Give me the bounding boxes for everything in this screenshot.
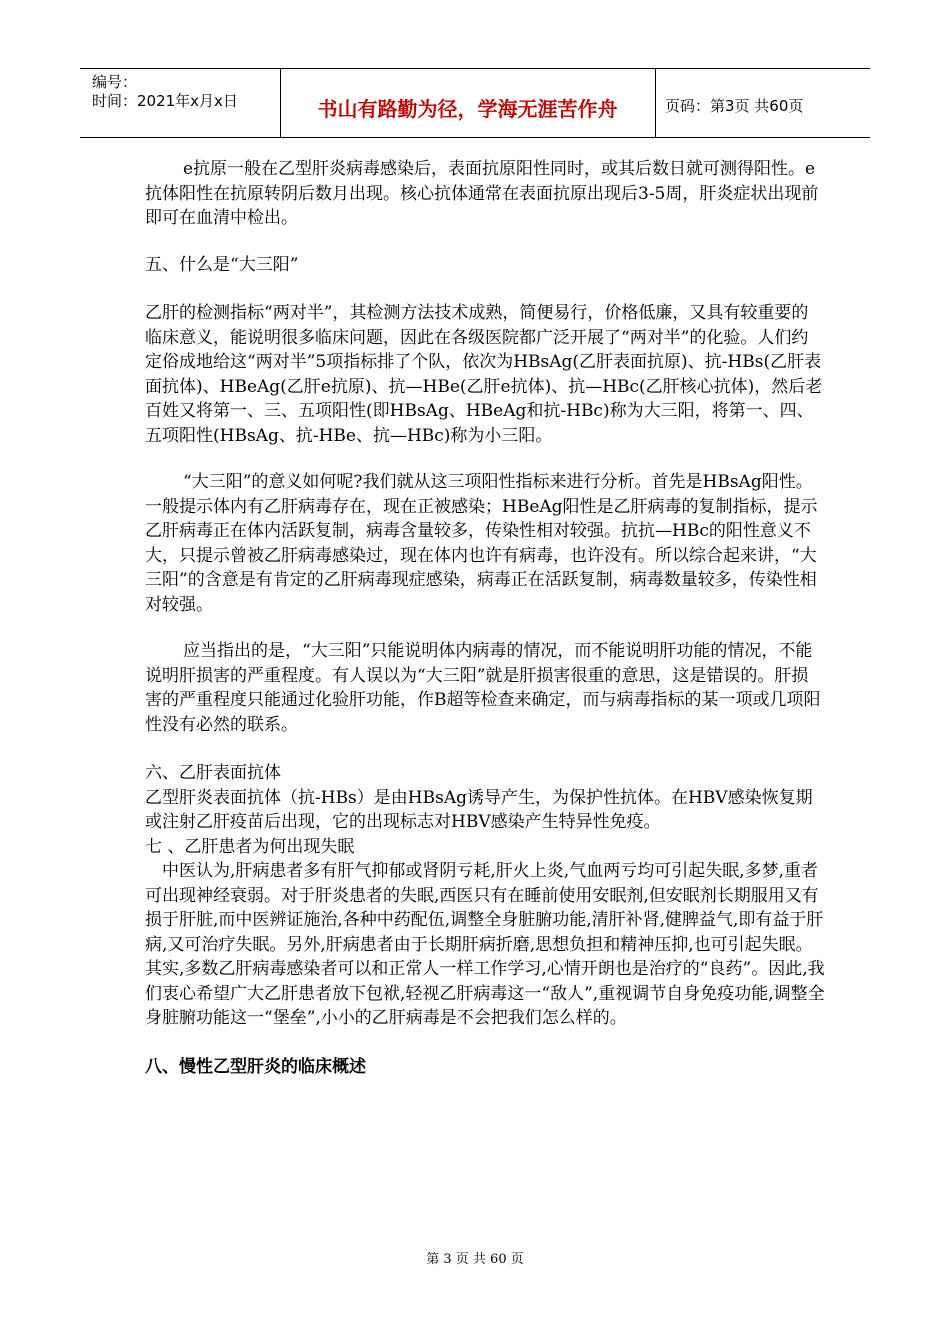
header-page-info: 页码：第3页 共60页 xyxy=(665,97,804,115)
header-meta xyxy=(92,73,238,111)
paragraph: 中医认为,肝病患者多有肝气抑郁或肾阴亏耗,肝火上炎,气血两亏均可引起失眠,多梦,重者可出现神经衰弱。对于肝炎患者的失眠,西医只有在睡前使用安眠剂,但安眠剂长期服用又有损于肝脏,而中医辨证施治,各种中药配伍,调整全身脏腑功能,清肝补肾,健脾益气,即有益于肝病,又可治疗失眠。另外,肝病患者由于长期肝病折磨,思想负担和精神压抑,也可引起失眠。其实,多数乙肝病毒感染者可以和正常人一样工作学习,心情开朗也是治疗的“良药”。因此,我们衷心希望广大乙肝患者放下包袱,轻视乙肝病毒这一“敌人”,重视调节自身免疫功能,调整全身脏腑功能这一“堡垒”,小小的乙肝病毒是不会把我们怎么样的。 xyxy=(145,861,825,1028)
number-label: 编号： xyxy=(92,73,138,91)
header-divider xyxy=(655,69,656,137)
section-heading: 五、什么是“大三阳” xyxy=(145,254,299,275)
section-heading: 六、乙肝表面抗体 xyxy=(145,763,281,783)
page-footer: 第 3 页 共 60 页 xyxy=(426,1252,524,1267)
paragraph: “大三阳”的意义如何呢?我们就从这三项阳性指标来进行分析。首先是HBsAg阳性。一般提示体内有乙肝病毒存在，现在正被感染；HBeAg阳性是乙肝病毒的复制指标，提示乙肝病毒正在体内活跃复制，病毒含量较多，传染性相对较强。抗抗—HBc的阳性意义不大，只提示曾被乙肝病毒感染过，现在体内也许有病毒，也许没有。所以综合起来讲，“大三阳”的含意是有肯定的乙肝病毒现症感染，病毒正在活跃复制，病毒数量较多，传染性相对较强。 xyxy=(145,472,818,615)
paragraph: 乙肝的检测指标“两对半”，其检测方法技术成熟，简便易行，价格低廉，又具有较重要的临床意义，能说明很多临床问题，因此在各级医院都广泛开展了“两对半”的化验。人们约定俗成地给这“两对半”5项指标排了个队，依次为HBsAg(乙肝表面抗原)、抗-HBs(乙肝表面抗体)、HBeAg(乙肝e抗原)、抗—HBe(乙肝e抗体)、抗—HBc(乙肝核心抗体)，然后老百姓又将第一、三、五项阳性(即HBsAg、HBeAg和抗-HBc)称为大三阳，将第一、四、五项阳性(HBsAg、抗-HBe、抗—HBc)称为小三阳。 xyxy=(145,303,823,446)
time-label: 时间：2021年x月x日 xyxy=(92,92,238,110)
paragraph: e抗原一般在乙型肝炎病毒感染后，表面抗原阳性同时，或其后数日就可测得阳性。e抗体阳性在抗原转阴后数月出现。核心抗体通常在表面抗原出现后3-5周，肝炎症状出现前即可在血清中检出。 xyxy=(145,159,819,228)
paragraph: 应当指出的是，“大三阳”只能说明体内病毒的情况，而不能说明肝功能的情况，不能说明肝损害的严重程度。有人误以为“大三阳”就是肝损害很重的意思，这是错误的。肝损害的严重程度只能通过化验肝功能，作B超等检查来确定，而与病毒指标的某一项或几项阳性没有必然的联系。 xyxy=(145,641,821,735)
paragraph: 乙型肝炎表面抗体（抗-HBs）是由HBsAg诱导产生，为保护性抗体。在HBV感染恢复期或注射乙肝疫苗后出现，它的出现标志对HBV感染产生特异性免疫。 xyxy=(145,787,813,832)
header-motto: 书山有路勤为径，学海无涯苦作舟 xyxy=(317,97,618,121)
page-header xyxy=(80,68,870,138)
section-heading: 八、慢性乙型肝炎的临床概述 xyxy=(145,1056,366,1077)
section-heading: 七 、乙肝患者为何出现失眠 xyxy=(145,836,355,857)
document-body xyxy=(145,157,825,1079)
